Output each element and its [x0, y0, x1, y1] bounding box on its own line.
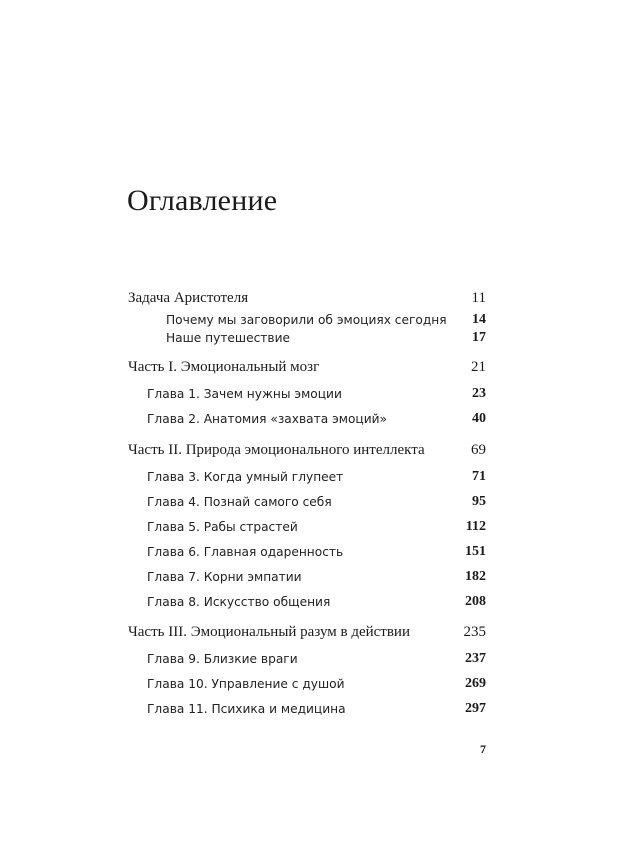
toc-entry-label: Часть II. Природа эмоционального интеллекта: [128, 442, 425, 458]
toc-entry-label: Глава 7. Корни эмпатии: [147, 570, 302, 584]
toc-entry-page: 297: [465, 701, 486, 716]
toc-entry-label: Глава 1. Зачем нужны эмоции: [147, 387, 342, 401]
toc-entry-page: 11: [471, 290, 486, 306]
toc-entry-label: Почему мы заговорили об эмоциях сегодня: [166, 313, 447, 327]
toc-entry-label: Глава 9. Близкие враги: [147, 652, 298, 666]
toc-entry-page: 235: [463, 624, 486, 640]
toc-entry-label: Глава 10. Управление с душой: [147, 677, 345, 691]
toc-entry-part-3[interactable]: [0, 622, 636, 642]
toc-entry-chapter-11[interactable]: [0, 699, 636, 719]
toc-entry-chapter-9[interactable]: [0, 649, 636, 669]
toc-entry-chapter-7[interactable]: [0, 567, 636, 587]
toc-entry-chapter-3[interactable]: [0, 467, 636, 487]
page-title: Оглавление: [127, 184, 278, 217]
toc-entry-page: 21: [471, 359, 486, 375]
toc-entry-chapter-4[interactable]: [0, 492, 636, 512]
toc-entry-label: Задача Аристотеля: [128, 290, 249, 306]
toc-entry-chapter-8[interactable]: [0, 592, 636, 612]
toc-entry-page: 151: [465, 544, 486, 559]
toc-entry-page: 69: [471, 442, 486, 458]
toc-entry-label: Глава 5. Рабы страстей: [147, 520, 298, 534]
toc-entry-page: 95: [472, 494, 486, 509]
toc-entry-page: 17: [472, 330, 486, 345]
toc-entry-label: Часть I. Эмоциональный мозг: [128, 359, 320, 375]
toc-entry-chapter-5[interactable]: [0, 517, 636, 537]
page-number: 7: [480, 742, 486, 756]
toc-entry-page: 237: [465, 651, 486, 666]
toc-entry-chapter-2[interactable]: [0, 409, 636, 429]
toc-entry-page: 112: [465, 519, 486, 534]
toc-entry-part-2[interactable]: [0, 440, 636, 460]
toc-entry-chapter-1[interactable]: [0, 384, 636, 404]
toc-entry-chapter-6[interactable]: [0, 542, 636, 562]
toc-entry-part-1[interactable]: [0, 357, 636, 377]
toc-entry-label: Часть III. Эмоциональный разум в действии: [128, 624, 410, 640]
toc-entry-page: 182: [465, 569, 486, 584]
toc-entry-why-emotions[interactable]: [0, 310, 636, 330]
toc-entry-page: 269: [465, 676, 486, 691]
toc-entry-label: Глава 3. Когда умный глупеет: [147, 470, 344, 484]
toc-entry-chapter-10[interactable]: [0, 674, 636, 694]
toc-entry-page: 71: [472, 469, 486, 484]
toc-entry-page: 23: [472, 386, 486, 401]
toc-entry-label: Глава 11. Психика и медицина: [147, 702, 346, 716]
toc-entry-label: Наше путешествие: [166, 331, 290, 345]
toc-entry-our-journey[interactable]: [0, 328, 636, 348]
toc-entry-label: Глава 6. Главная одаренность: [147, 545, 344, 559]
toc-entry-page: 40: [472, 411, 486, 426]
toc-entry-label: Глава 8. Искусство общения: [147, 595, 331, 609]
toc-entry-page: 14: [472, 312, 486, 327]
toc-entry-label: Глава 2. Анатомия «захвата эмоций»: [147, 412, 388, 426]
toc-entry-page: 208: [465, 594, 486, 609]
toc-entry-label: Глава 4. Познай самого себя: [147, 495, 332, 509]
toc-entry-aristotle[interactable]: [0, 288, 636, 308]
